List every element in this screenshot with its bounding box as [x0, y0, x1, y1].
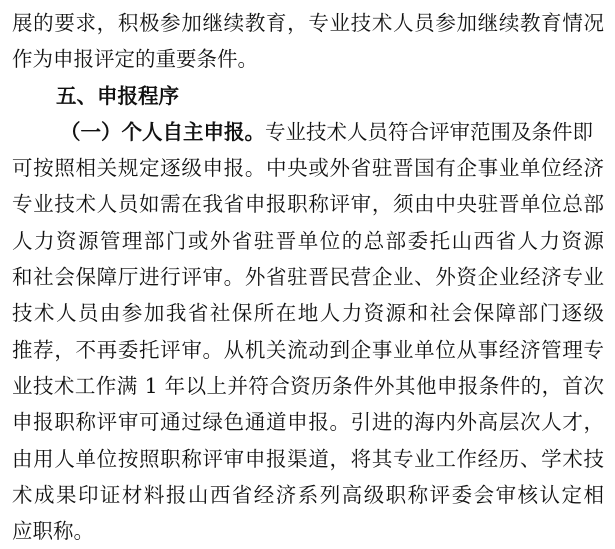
paragraph-line: 申报职称评审可通过绿色通道申报。引进的海内外高层次人才， [12, 410, 604, 435]
paragraph-text: 专业技术人员符合评审范围及条件即 [265, 119, 593, 144]
paragraph-line: 应职称。 [12, 519, 94, 544]
paragraph-line: 业技术工作满 1 年以上并符合资历条件外其他申报条件的，首次 [12, 373, 604, 398]
paragraph-line: 和社会保障厅进行评审。外省驻晋民营企业、外资企业经济专业 [12, 265, 604, 290]
paragraph-line: 由用人单位按照职称评审申报渠道，将其专业工作经历、学术技 [12, 446, 604, 471]
document-page [12, 5, 604, 549]
section-heading: 五、申报程序 [56, 83, 179, 108]
paragraph-line: 作为申报评定的重要条件。 [12, 47, 258, 72]
paragraph-line: 术成果印证材料报山西省经济系列高级职称评委会审核认定相 [12, 482, 604, 507]
paragraph-line: 技术人员由参加我省社保所在地人力资源和社会保障部门逐级 [12, 301, 604, 326]
paragraph-line: 专业技术人员如需在我省申报职称评审，须由中央驻晋单位总部 [12, 192, 604, 217]
paragraph-line: 推荐，不再委托评审。从机关流动到企事业单位从事经济管理专 [12, 337, 604, 362]
paragraph-line: 可按照相关规定逐级申报。中央或外省驻晋国有企事业单位经济 [12, 156, 604, 181]
paragraph-line: 人力资源管理部门或外省驻晋单位的总部委托山西省人力资源 [12, 228, 604, 253]
paragraph-line: 展的要求，积极参加继续教育，专业技术人员参加继续教育情况 [12, 11, 604, 35]
subsection-heading: （一）个人自主申报。 [60, 119, 265, 144]
paragraph-line [12, 114, 604, 150]
